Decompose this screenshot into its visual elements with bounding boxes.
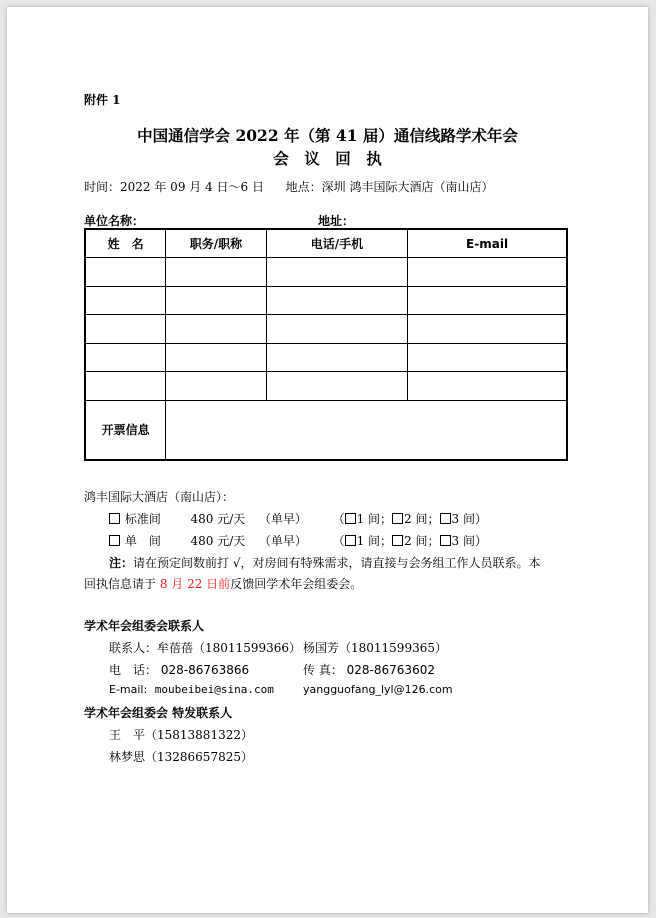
time-label: 时间：: [84, 180, 121, 194]
invoice-row: [85, 400, 567, 460]
table-cell[interactable]: [408, 315, 567, 344]
contact-label: 联系人：: [109, 641, 158, 655]
qty-option: 1 间；: [356, 512, 393, 526]
qty-checkbox-3[interactable]: [440, 513, 451, 524]
address-label: 地址：: [318, 214, 355, 228]
qty-checkbox-1[interactable]: [345, 535, 356, 546]
qty-checkbox-2[interactable]: [392, 535, 403, 546]
document-title: 中国通信学会 2022 年（第 41 届）通信线路学术年会: [137, 126, 518, 145]
note-line-2: [84, 575, 362, 592]
note-post: 反馈回学术年会组委会。: [230, 577, 363, 591]
qty-option: 2 间；: [404, 534, 440, 548]
table-cell[interactable]: [408, 258, 567, 287]
place-label: 地点：: [285, 180, 322, 194]
table-cell[interactable]: [266, 286, 407, 315]
table-cell[interactable]: [85, 286, 166, 315]
hotel-name: 鸿丰国际大酒店（南山店）：: [84, 490, 235, 504]
table-header-row: [85, 229, 567, 258]
table-row: [85, 343, 567, 372]
table-cell[interactable]: [266, 258, 407, 287]
room-open-paren: （: [332, 534, 345, 548]
table-cell[interactable]: [85, 258, 166, 287]
fax-label: 传 真：: [303, 663, 343, 677]
email-label: E-mail:: [109, 683, 148, 696]
table-cell[interactable]: [266, 343, 407, 372]
table-cell[interactable]: [266, 315, 407, 344]
table-row: [85, 315, 567, 344]
dev-contacts-heading: 学术年会组委会 特发联系人: [84, 706, 233, 720]
contacts-heading: 学术年会组委会联系人: [84, 619, 205, 633]
table-cell[interactable]: [166, 286, 267, 315]
email-1[interactable]: moubeibei@sina.com: [154, 683, 274, 696]
note-text: 请在预定间数前打 √，对房间有特殊需求，请直接与会务组工作人员联系。本: [133, 556, 541, 570]
phone-value: 028-86763866: [160, 663, 250, 677]
table-row: [85, 286, 567, 315]
note-line-1: [109, 554, 540, 571]
table-cell[interactable]: [166, 343, 267, 372]
invoice-label: 开票信息: [85, 400, 166, 460]
table-cell[interactable]: [166, 258, 267, 287]
room-breakfast: （单早）: [258, 512, 307, 526]
table-cell[interactable]: [408, 286, 567, 315]
room-option-standard: [109, 510, 487, 527]
table-cell[interactable]: [85, 343, 166, 372]
fax-value: 028-86763602: [346, 663, 435, 677]
room-open-paren: （: [332, 512, 345, 526]
note-pre: 回执信息请于: [84, 577, 160, 591]
table-row: [85, 258, 567, 287]
attachment-label: 附件 1: [84, 93, 121, 107]
room-checkbox-standard[interactable]: [109, 513, 120, 524]
table-cell[interactable]: [408, 372, 567, 401]
document-subtitle: 会 议 回 执: [273, 149, 382, 168]
room-price: 480 元/天: [190, 512, 246, 526]
dev-person-1: 王 平（15813881322）: [109, 728, 253, 742]
contact-line: [109, 639, 301, 656]
qty-checkbox-2[interactable]: [392, 513, 403, 524]
table-cell[interactable]: [85, 372, 166, 401]
time-value: 2022 年 09 月 4 日～6 日: [120, 180, 264, 194]
header-email: E-mail: [408, 229, 567, 258]
header-name: 姓 名: [85, 229, 166, 258]
note-deadline: 8 月 22 日前: [159, 577, 231, 591]
header-position: 职务/职称: [166, 229, 267, 258]
qty-checkbox-1[interactable]: [345, 513, 356, 524]
room-option-single: [109, 532, 487, 549]
qty-option: 3 间）: [451, 512, 487, 526]
table-cell[interactable]: [166, 315, 267, 344]
place-value: 深圳 鸿丰国际大酒店（南山店）: [321, 180, 494, 194]
table-cell[interactable]: [266, 372, 407, 401]
table-cell[interactable]: [166, 372, 267, 401]
table-cell[interactable]: [85, 315, 166, 344]
contact-1: 牟蓓蓓（18011599366）: [157, 641, 301, 655]
info-line: [84, 178, 493, 195]
room-type: 单 间: [124, 534, 161, 548]
email-2[interactable]: yangguofang_lyl@126.com: [303, 683, 453, 696]
header-phone: 电话/手机: [266, 229, 407, 258]
contact-2: 杨国芳（18011599365）: [303, 641, 447, 655]
fax-line: [303, 661, 435, 678]
table-row: [85, 372, 567, 401]
email-line: [109, 683, 274, 696]
document-page: [7, 7, 648, 913]
qty-option: 2 间；: [404, 512, 440, 526]
table-cell[interactable]: [408, 343, 567, 372]
room-type: 标准间: [124, 512, 161, 526]
qty-option: 1 间；: [356, 534, 393, 548]
qty-option: 3 间）: [451, 534, 487, 548]
qty-checkbox-3[interactable]: [440, 535, 451, 546]
phone-line: [109, 661, 249, 678]
unit-name-label: 单位名称：: [84, 214, 145, 228]
dev-person-2: 林梦思（13286657825）: [109, 750, 253, 764]
room-breakfast: （单早）: [258, 534, 307, 548]
room-checkbox-single[interactable]: [109, 535, 120, 546]
phone-label: 电 话：: [109, 663, 158, 677]
registration-table: [84, 228, 568, 461]
invoice-cell[interactable]: [166, 400, 567, 460]
note-label: 注：: [109, 556, 134, 570]
room-price: 480 元/天: [190, 534, 246, 548]
